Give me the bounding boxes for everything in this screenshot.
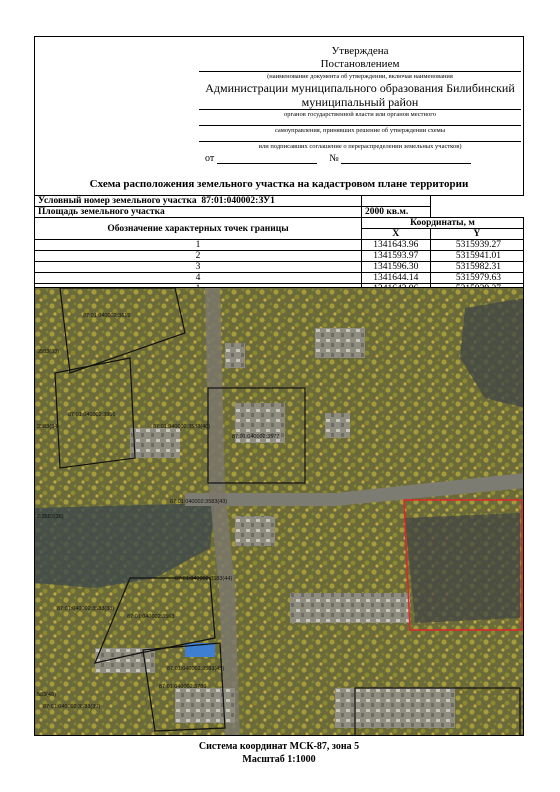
parcel-label: 87:01:040002:3619 bbox=[83, 313, 131, 319]
ruins bbox=[175, 688, 235, 723]
approval-org-2: муниципальный район bbox=[301, 95, 419, 109]
number-blank bbox=[341, 153, 471, 164]
cadastral-cell bbox=[35, 196, 362, 207]
coordinate-system: Система координат МСК-87, зона 5 bbox=[198, 741, 360, 752]
y-header: Y bbox=[430, 229, 524, 240]
approval-frame bbox=[34, 36, 524, 196]
aerial-map bbox=[34, 287, 524, 736]
approval-block bbox=[195, 45, 525, 151]
cadastral-label: Условный номер земельного участка bbox=[38, 196, 197, 206]
point-x: 1341596.30 bbox=[362, 262, 431, 273]
table-row bbox=[35, 218, 524, 229]
parcel-label: 87:01:040002:3583(43) bbox=[170, 499, 228, 505]
approval-note-1: (наименование документа об утверждении, включая наименования bbox=[267, 73, 453, 80]
cadastral-number: 87:01:040002:ЗУ1 bbox=[201, 196, 275, 206]
parcel-label: 3583(34) bbox=[37, 424, 60, 430]
table-row bbox=[35, 196, 524, 207]
approval-decree: Постановлением bbox=[320, 58, 400, 70]
map-svg bbox=[35, 288, 524, 736]
ruins bbox=[225, 343, 245, 368]
point-y: 5315941.01 bbox=[430, 251, 524, 262]
x-header: X bbox=[362, 229, 431, 240]
table-row bbox=[35, 251, 524, 262]
parcel-label: 583(48) bbox=[37, 692, 56, 698]
table-row bbox=[35, 207, 524, 218]
parcel-label: 87:01:040002:3789 bbox=[159, 684, 207, 690]
coords-header: Координаты, м bbox=[362, 218, 524, 229]
scheme-title: Схема расположения земельного участка на кадастровом плане территории bbox=[89, 178, 469, 190]
point-x: 1341643.96 bbox=[362, 240, 431, 251]
parcel-label: 87:01:040002:3956 bbox=[68, 412, 116, 418]
point-id: 2 bbox=[35, 251, 362, 262]
approval-date-number bbox=[205, 153, 525, 164]
parcel-label: 87:01:040002:3583(38) bbox=[57, 606, 115, 612]
parcel-label: 87:01:040002:3583(44) bbox=[175, 576, 233, 582]
parcel-label: 3583(33) bbox=[37, 349, 60, 355]
approval-note-2: органов государственной власти или органов местного bbox=[283, 111, 437, 118]
parcel-label: 87:01:040002:3577 bbox=[232, 434, 280, 440]
point-y: 5315979.63 bbox=[430, 273, 524, 284]
area-value: 2000 кв.м. bbox=[362, 207, 431, 218]
parcel-label: 87:01:040002:3583(40) bbox=[153, 424, 211, 430]
ruins bbox=[290, 593, 410, 623]
point-id: 4 bbox=[35, 273, 362, 284]
point-x: 1341644.14 bbox=[362, 273, 431, 284]
approval-note-3: самоуправления, принявших решение об утверждении схемы bbox=[274, 127, 446, 134]
parcel-label: 87:01:040002:3583(39) bbox=[43, 704, 101, 710]
point-x: 1341593.97 bbox=[362, 251, 431, 262]
approval-title: Утверждена bbox=[331, 45, 389, 57]
parcel-label: 87:01:040002:3563 bbox=[127, 614, 175, 620]
point-id: 1 bbox=[35, 240, 362, 251]
ruins bbox=[335, 688, 455, 728]
point-id: 3 bbox=[35, 262, 362, 273]
wetland-area bbox=[405, 513, 520, 623]
ruins bbox=[315, 328, 365, 358]
approval-org-1: Администрации муниципального образования Билибинский bbox=[205, 81, 515, 95]
parcel-label: 2:3583(36) bbox=[37, 514, 64, 520]
number-label: № bbox=[329, 153, 339, 164]
table-row bbox=[35, 273, 524, 284]
approval-note-4: или подписавших соглашение о перераспределении земельных участков) bbox=[258, 143, 462, 150]
ruins bbox=[235, 516, 275, 546]
parcel-table bbox=[34, 195, 524, 295]
date-blank bbox=[217, 153, 317, 164]
parcel-label: 87:01:040002:3583(45) bbox=[167, 666, 225, 672]
ruins bbox=[325, 413, 350, 438]
point-y: 5315939.27 bbox=[430, 240, 524, 251]
point-y: 5315982.31 bbox=[430, 262, 524, 273]
empty-cell bbox=[362, 196, 431, 207]
table-row bbox=[35, 262, 524, 273]
scale: Масштаб 1:1000 bbox=[242, 754, 316, 765]
table-row bbox=[35, 240, 524, 251]
from-label: от bbox=[205, 153, 215, 164]
ruins bbox=[130, 428, 180, 458]
area-label: Площадь земельного участка bbox=[35, 207, 362, 218]
points-header: Обозначение характерных точек границы bbox=[35, 218, 362, 240]
